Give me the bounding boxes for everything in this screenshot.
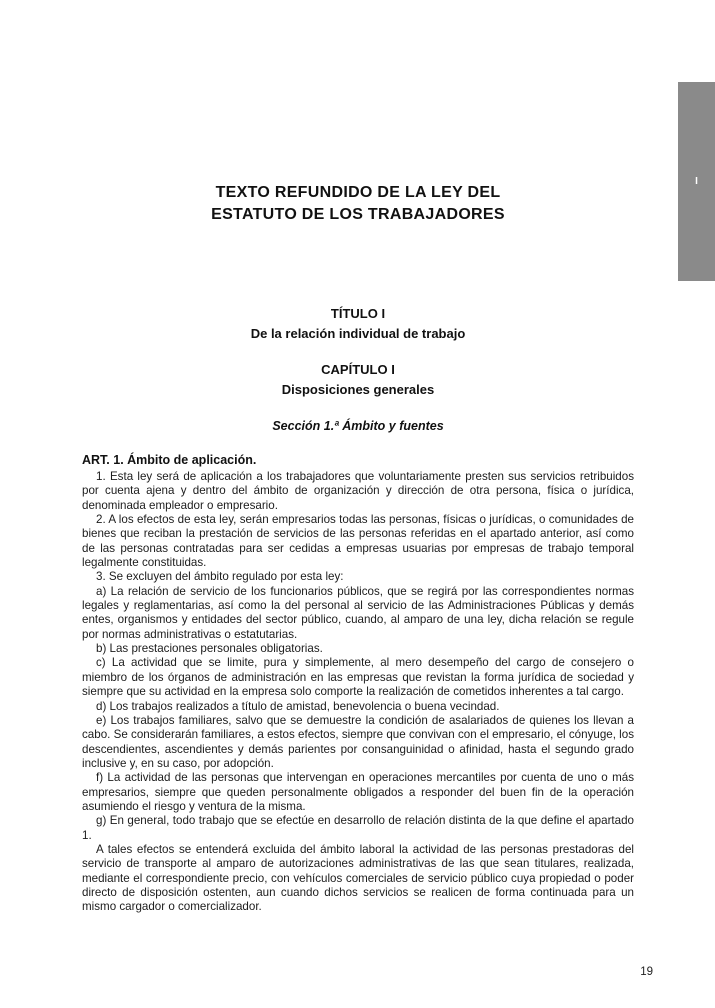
article-1-body bbox=[82, 470, 634, 915]
document-title bbox=[82, 182, 634, 226]
article-paragraph: c) La actividad que se limite, pura y simplemente, al mero desempeño del cargo de consejero o miembro de los órganos de administración en las empresas que revistan la forma jurídica de sociedad y siempre que su actividad en la empresa solo comporte la realización de cometidos inherentes a tal cargo. bbox=[82, 656, 634, 699]
page-number: 19 bbox=[640, 966, 653, 978]
article-paragraph: e) Los trabajos familiares, salvo que se demuestre la condición de asalariados de quienes los llevan a cabo. Se considerarán familiares, a estos efectos, siempre que convivan con el empresario, el cónyuge, los descendientes, ascendientes y demás parientes por consanguinidad o afinidad, hasta el segundo grado inclusive y, en su caso, por adopción. bbox=[82, 713, 634, 770]
page-content bbox=[0, 182, 715, 915]
titulo-heading: TÍTULO I bbox=[330, 306, 386, 321]
document-title-line-2: ESTATUTO DE LOS TRABAJADORES bbox=[211, 206, 505, 223]
capitulo-heading-group bbox=[82, 360, 634, 400]
capitulo-heading: CAPÍTULO I bbox=[321, 362, 395, 377]
capitulo-subtitle: Disposiciones generales bbox=[281, 382, 435, 397]
article-1-heading: ART. 1. Ámbito de aplicación. bbox=[82, 453, 257, 467]
article-paragraph: g) En general, todo trabajo que se efectúe en desarrollo de relación distinta de la que define el apartado 1. bbox=[82, 814, 634, 842]
article-paragraph: d) Los trabajos realizados a título de amistad, benevolencia o buena vecindad. bbox=[96, 699, 500, 713]
article-paragraph: b) Las prestaciones personales obligatorias. bbox=[96, 642, 323, 656]
titulo-subtitle: De la relación individual de trabajo bbox=[250, 326, 466, 341]
article-paragraph: A tales efectos se entenderá excluida del ámbito laboral la actividad de las personas prestadoras del servicio de transporte al amparo de autorizaciones administrativas de las que sean titulares, realizada, mediante el correspondiente precio, con vehículos comerciales de servicio público cuya propiedad o poder directo de disposición ostenten, aun cuando dichos servicios se realicen de forma continuada para un mismo cargador o comercializador. bbox=[82, 842, 634, 914]
titulo-heading-group bbox=[82, 304, 634, 344]
article-paragraph: 2. A los efectos de esta ley, serán empresarios todas las personas, físicas o jurídicas, o comunidades de bienes que reciban la prestación de servicios de las personas referidas en el apartado anterior, así como de las personas contratadas para ser cedidas a empresas usuarias por empresas de trabajo temporal legalmente constituidas. bbox=[82, 513, 634, 570]
article-paragraph: 3. Se excluyen del ámbito regulado por esta ley: bbox=[96, 570, 344, 584]
seccion-heading-label: Sección 1.ª Ámbito y fuentes bbox=[272, 419, 444, 433]
chapter-index-tab bbox=[678, 82, 715, 281]
seccion-heading bbox=[82, 416, 634, 436]
document-title-line-1: TEXTO REFUNDIDO DE LA LEY DEL bbox=[215, 184, 501, 201]
chapter-index-tab-label: I bbox=[695, 176, 698, 187]
article-paragraph: a) La relación de servicio de los funcionarios públicos, que se regirá por las correspondientes normas legales y reglamentarias, así como la del personal al servicio de las Administraciones Públicas y demás entes, organismos y entidades del sector público, cuando, al amparo de una ley, dicha relación se regule por normas administrativas o estatutarias. bbox=[82, 584, 634, 641]
article-paragraph: 1. Esta ley será de aplicación a los trabajadores que voluntariamente presten sus servicios retribuidos por cuenta ajena y dentro del ámbito de organización y dirección de otra persona, física o jurídica, denominada empleador o empresario. bbox=[82, 470, 634, 512]
article-paragraph: f) La actividad de las personas que intervengan en operaciones mercantiles por cuenta de uno o más empresarios, siempre que queden personalmente obligados a responder del buen fin de la operación asumiendo el riesgo y ventura de la misma. bbox=[82, 771, 634, 813]
